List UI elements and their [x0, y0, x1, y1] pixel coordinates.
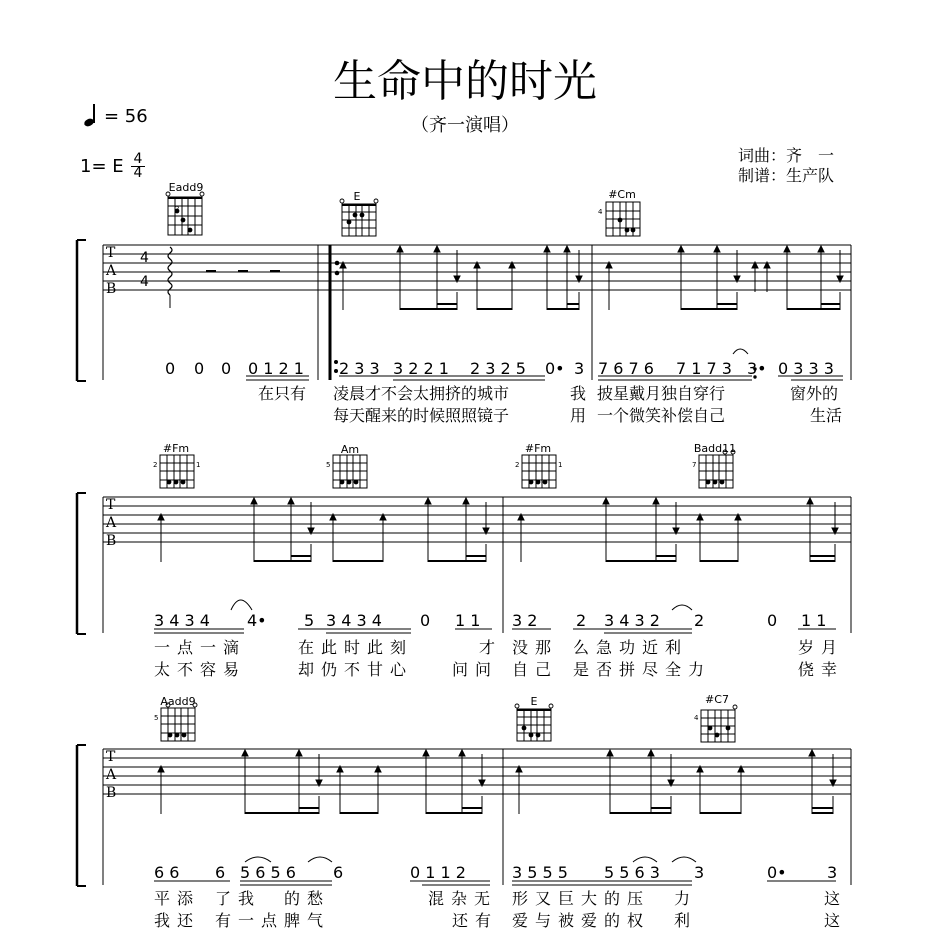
lyric-line-2: 是否拼尽全力 — [573, 660, 712, 679]
jianpu-number: 0 3 3 3 — [778, 359, 834, 378]
jianpu-number: 3 — [574, 359, 585, 378]
lyric-line-1: 披星戴月独自穿行 — [597, 384, 726, 403]
jianpu-number: 0 1 2 1 — [248, 359, 304, 378]
chord-diagram — [517, 709, 551, 741]
jianpu-number: 3• — [747, 359, 767, 378]
lyric-line-2: 我还 — [154, 911, 201, 930]
lyric-line-2: 每天醒来的时候照照镜子 — [333, 406, 510, 425]
lyric-line-2: 问问 — [452, 660, 499, 679]
jianpu-number: 0• — [767, 863, 787, 882]
lyric-line-1: 平添 — [154, 889, 201, 908]
jianpu-number: 3 — [827, 863, 838, 882]
lyric-line-2: 还有 — [452, 911, 499, 930]
jianpu-number: 0 — [221, 359, 232, 378]
lyric-line-2: 太不容易 — [154, 660, 247, 679]
chord-name: #Fm — [162, 442, 190, 455]
lyric-line-2: 却仍不甘心 — [298, 660, 414, 679]
chord-diagram — [701, 710, 735, 742]
chord-name: E — [530, 695, 538, 708]
fret-number: 2 — [515, 461, 520, 469]
tab-letter: A — [106, 263, 117, 279]
lyric-line-2: 一个微笑补偿自己 — [597, 406, 726, 425]
fret-number: 1 — [558, 461, 563, 469]
jianpu-number: 3 — [694, 863, 705, 882]
jianpu-number: 2 3 3 — [339, 359, 380, 378]
lyric-line-2: 自己 — [512, 660, 559, 679]
chord-name: #Fm — [524, 442, 552, 455]
jianpu-number: 3 4 3 2 — [604, 611, 660, 630]
lyric-line-1: 力 — [674, 889, 691, 908]
fret-number: 5 — [154, 714, 159, 722]
tab-time-bottom: 4 — [140, 274, 149, 290]
jianpu-number: 0• — [545, 359, 565, 378]
tab-letter: A — [106, 515, 117, 531]
fret-number: 7 — [692, 461, 697, 469]
jianpu-number: 0 — [165, 359, 176, 378]
tab-letter: T — [106, 245, 116, 261]
lyric-line-2: 爱与被爱的权 — [512, 911, 651, 930]
chord-name: Badd11 — [693, 442, 737, 455]
jianpu-number: 6 — [215, 863, 226, 882]
lyric-line-2: 侥幸 — [798, 660, 845, 679]
chord-name: Eadd9 — [168, 181, 204, 194]
barlines — [318, 245, 851, 885]
repeat-dots — [334, 261, 339, 373]
jianpu-number: 2 — [576, 611, 587, 630]
lyric-line-1: 在此时此刻 — [298, 638, 414, 657]
tempo-value: = 56 — [104, 106, 148, 127]
tab-time-top: 4 — [140, 250, 149, 266]
jianpu-number: 3 5 5 5 — [512, 863, 568, 882]
lyric-line-2: 有一点脾气 — [215, 911, 331, 930]
chord-finger-dots — [167, 209, 731, 738]
tab-letter: B — [106, 533, 117, 549]
jianpu-number: 3 2 — [512, 611, 538, 630]
lyric-line-1: 混杂无 — [428, 889, 498, 908]
lyrics-credit: 词曲：齐 一 — [738, 146, 835, 165]
jianpu-number: 4• — [247, 611, 267, 630]
system-brackets — [77, 240, 103, 886]
jianpu-number: 5 — [304, 611, 315, 630]
jianpu-number: 1 1 — [455, 611, 481, 630]
lyric-line-1: 我 — [570, 384, 587, 403]
jianpu-number: 3 2 2 1 — [393, 359, 449, 378]
tab-letter: T — [106, 497, 116, 513]
lyric-line-1: 没那 — [512, 638, 559, 657]
lyric-line-1: 的愁 — [284, 889, 331, 908]
lyric-line-1: 凌晨才不会太拥挤的城市 — [333, 384, 510, 403]
jianpu-number: 0 — [420, 611, 431, 630]
lyric-line-1: 了我 — [215, 889, 262, 908]
chord-diagram — [342, 204, 376, 236]
lyric-line-2: 利 — [674, 911, 691, 930]
jianpu-number: 6 6 — [154, 863, 180, 882]
lyric-line-1: 这 — [824, 889, 841, 908]
time-signature-bottom: 4 — [133, 165, 143, 181]
lyric-line-1: 在只有 — [258, 384, 307, 403]
jianpu-number: 0 — [767, 611, 778, 630]
tab-letter: T — [106, 749, 116, 765]
fret-number: 4 — [598, 208, 603, 216]
chord-name: E — [353, 190, 361, 203]
chord-name: Aadd9 — [160, 695, 196, 708]
fret-number: 4 — [694, 714, 699, 722]
key-signature: 1= E — [80, 156, 124, 177]
lyric-line-1: 么急功近利 — [573, 638, 689, 657]
jianpu-number: 2 — [694, 611, 705, 630]
tab-letter: B — [106, 785, 117, 801]
lyric-line-1: 岁月 — [798, 638, 845, 657]
lyric-line-1: 窗外的 — [790, 384, 839, 403]
open-string-markers — [166, 192, 737, 709]
jianpu-number: 7 1 7 3 — [676, 359, 732, 378]
lyric-line-2: 这 — [824, 911, 841, 930]
fret-number: 5 — [326, 461, 331, 469]
lyric-line-1: 一点一滴 — [154, 638, 247, 657]
chord-name: Am — [340, 443, 360, 456]
jianpu-number: 1 1 — [801, 611, 827, 630]
chord-name: #Cm — [608, 188, 636, 201]
jianpu-number: 0 1 1 2 — [410, 863, 466, 882]
lyric-line-1: 形又巨大的压 — [512, 889, 651, 908]
lyric-line-2: 用 — [570, 406, 587, 425]
tab-letter: A — [106, 767, 117, 783]
jianpu-number: 2 3 2 5 — [470, 359, 526, 378]
jianpu-number: 0 — [194, 359, 205, 378]
lyric-line-1: 才 — [479, 638, 496, 657]
fret-number: 1 — [196, 461, 201, 469]
number-underlines — [154, 376, 843, 885]
time-signature-top: 4 — [131, 153, 145, 167]
jianpu-number: 7 6 7 6 — [598, 359, 654, 378]
score-credit: 制谱：生产队 — [738, 166, 835, 185]
chord-name: #C7 — [705, 693, 729, 706]
song-title: 生命中的时光 — [333, 56, 597, 107]
jianpu-number: 3 4 3 4 — [326, 611, 382, 630]
jianpu-number: 5 6 5 6 — [240, 863, 296, 882]
chord-diagram — [168, 197, 202, 235]
jianpu-number: 5 5 6 3 — [604, 863, 660, 882]
song-subtitle: （齐一演唱） — [411, 115, 519, 136]
fret-number: 2 — [175, 205, 180, 213]
jianpu-number: 6 — [333, 863, 344, 882]
tab-letter: B — [106, 281, 117, 297]
jianpu-number: 3 4 3 4 — [154, 611, 210, 630]
fret-number: 2 — [153, 461, 158, 469]
strum-arrows — [158, 246, 843, 796]
lyric-line-2: 生活 — [810, 406, 843, 425]
